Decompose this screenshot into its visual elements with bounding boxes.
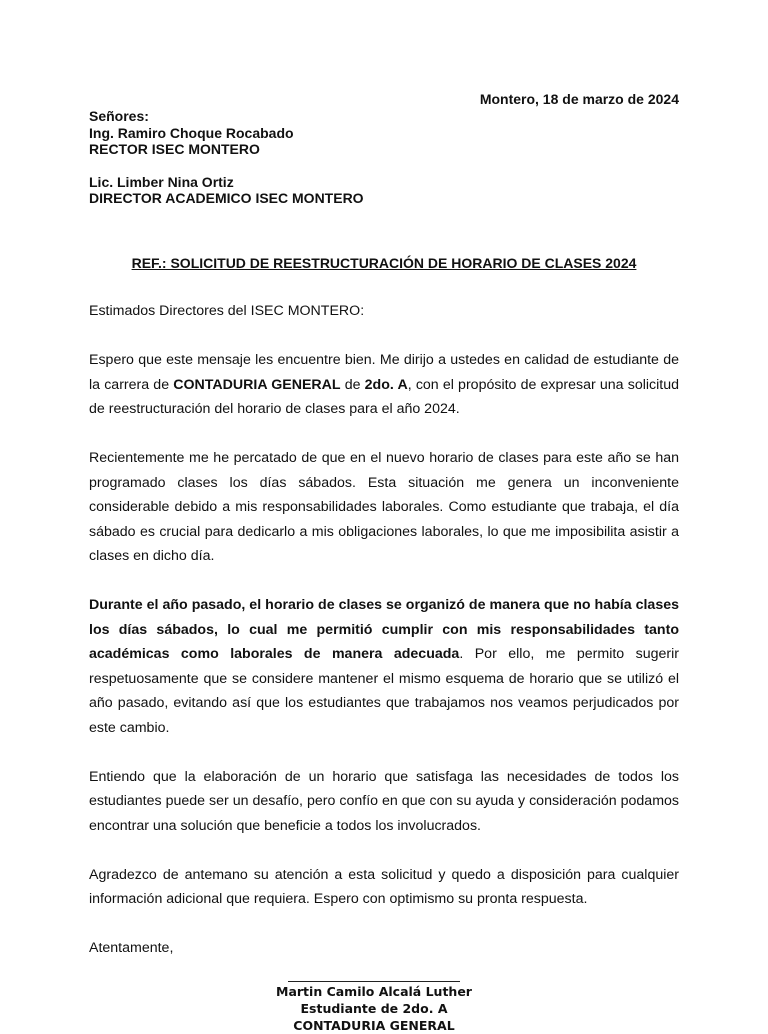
signature-line xyxy=(288,981,460,982)
paragraph-3 xyxy=(89,593,679,740)
paragraph-1-part-a: Espero que este mensaje les encuentre bien. Me dirijo a ustedes en calidad de estudiante de la carrera de xyxy=(89,352,679,393)
paragraph-3-rest: . Por ello, me permito sugerir respetuosamente que se considere mantener el mismo esquema de horario que se utilizó el año pasado, evitando así que los estudiantes que trabajamos nos veamos perjudicados por este cambio. xyxy=(89,646,679,736)
paragraph-4: Entiendo que la elaboración de un horario que satisfaga las necesidades de todos los estudiantes puede ser un desafío, pero confío en que con su ayuda y consideración podamos encontrar una solución que beneficie a todos los involucrados. xyxy=(89,768,679,834)
course-name: 2do. A xyxy=(364,376,408,393)
signer-role: Estudiante de 2do. A xyxy=(300,1001,448,1016)
signer-career: CONTADURIA GENERAL xyxy=(293,1018,455,1033)
paragraph-1-part-b: de xyxy=(340,376,365,393)
recipient1-name: Ing. Ramiro Choque Rocabado xyxy=(89,124,294,141)
addressee-block xyxy=(89,108,364,207)
letter-date: Montero, 18 de marzo de 2024 xyxy=(479,91,679,107)
paragraph-5: Agradezco de antemano su atención a esta solicitud y quedo a disposición para cualquier información adicional que requiera. Espero con optimismo su pronta respuesta. xyxy=(89,866,679,907)
letter-body xyxy=(89,299,679,985)
recipient1-title: RECTOR ISEC MONTERO xyxy=(89,141,260,157)
greeting: Estimados Directores del ISEC MONTERO: xyxy=(89,303,365,319)
paragraph-2: Recientemente me he percatado de que en el nuevo horario de clases para este año se han programado clases los días sábados. Esta situación me genera un inconveniente considerable debido a mis responsabilidades laborales. Como estudiante que trabaja, el día sábado es crucial para dedicarlo a mis obligaciones laborales, lo que me imposibilita asistir a clases en dicho día. xyxy=(89,450,679,564)
paragraph-3-bold: Durante el año pasado, el horario de clases se organizó de manera que no había clases los días sábados, lo cual me permitió cumplir con mis responsabilidades tanto académicas como laborales de manera adecuada xyxy=(89,597,679,662)
signature-block xyxy=(224,983,524,1034)
paragraph-1-part-c: , con el propósito de expresar una solicitud de reestructuración del horario de clases para el año 2024. xyxy=(89,376,679,417)
signer-name: Martin Camilo Alcalá Luther xyxy=(276,984,472,999)
career-name: CONTADURIA GENERAL xyxy=(173,376,341,393)
addressee-gap xyxy=(89,158,364,174)
recipient2-title: DIRECTOR ACADEMICO ISEC MONTERO xyxy=(89,190,364,206)
paragraph-1 xyxy=(89,348,679,422)
salutation: Señores: xyxy=(89,108,149,124)
recipient2-name: Lic. Limber Nina Ortiz xyxy=(89,173,234,190)
reference-line: REF.: SOLICITUD DE REESTRUCTURACIÓN DE HORARIO DE CLASES 2024 xyxy=(131,255,637,271)
closing: Atentamente, xyxy=(89,940,174,956)
